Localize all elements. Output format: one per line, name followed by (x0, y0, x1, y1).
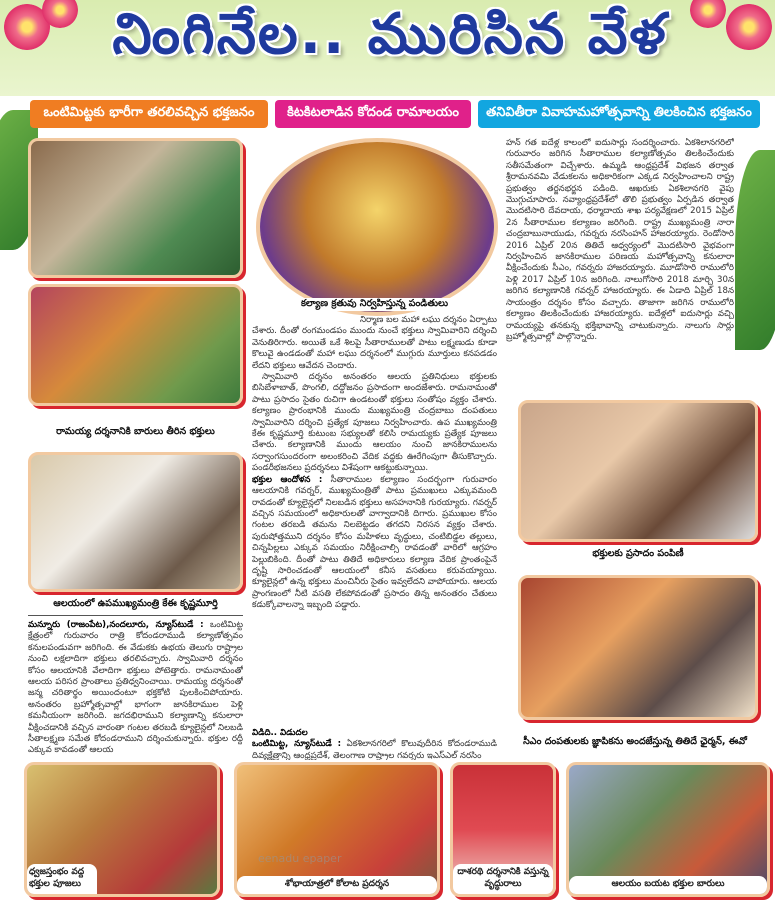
page-headline: నింగినేల.. మురిసిన వేళ (112, 2, 668, 67)
caption-elderly: దాశరథి దర్శనానికి వస్తున్న వృద్ధురాలు (453, 864, 553, 894)
photo-deputy-cm (28, 452, 243, 592)
photo-dhwajasthambham (24, 762, 220, 897)
photo-kolatam (234, 762, 440, 897)
banner-temple-crowded: కిటకిటలాడిన కోదండ రామాలయం (275, 100, 471, 128)
subheading-protest: భక్తుల ఆందోళన : (252, 474, 323, 485)
article-dateline: మన్నూరు (రాజంపేట),నందలూరు, న్యూస్‌టుడే : (28, 620, 204, 630)
subheading-stay: విడిది.. విడుదల (252, 728, 308, 738)
caption-dhwajasthambham: ధ్వజస్తంభం వద్ద భక్తుల పూజలు (27, 864, 97, 894)
article-intro: నిర్మాణ బల మహా లఘు దర్శనం ఏర్పాటు (360, 315, 497, 325)
banana-leaf-decoration-icon (735, 150, 775, 350)
left-article-block (28, 598, 243, 760)
photo-elderly-devotee (450, 762, 556, 897)
middle-article-block (252, 298, 497, 724)
caption-prasadam: భక్తులకు ప్రసాదం పంపిణీ (592, 548, 684, 559)
flower-decoration-icon (726, 4, 772, 50)
watermark: eenadu epaper (258, 852, 342, 865)
photo-kalyanam-frame (256, 138, 498, 316)
caption-kalyanam: కల్యాణ క్రతువు నిర్వహిస్తున్న పండితులు (264, 298, 485, 311)
middle-article (252, 315, 497, 612)
right-article: హన్ గత ఐదేళ్ల కాలంలో ఐదుసార్లు సందర్శించారు. ఏకశిలానగరిలో గురువారం జరిగిన సీతారాముల కల్యాణోత్సవం తిలకించేందుకు సతీసమేతంగా విచ్చేశారు. ఉమ్మడి ఆంధ్రప్రదేశ్ విభజన తర్వాత శ్రీరామనవమి వేడుకలను అధికారికంగా ఎక్కడ నిర్వహించాలని రాష్ట్ర ప్రభుత్వం తర్జనభర్జన పడింది. ఆఖరుకు ఏకశిలానగరి వైపు మొగ్గుచూపారు. నవ్యాంధ్రప్రదేశ్‌లో తొలి ప్రభుత్వం ఏర్పడిన తర్వాత మొదటిసారి దేవదాయ, ధర్మాదాయ శాఖ పర్యవేక్షణలో 2015 ఏప్రిల్ 2న సీతారాముల కల్యాణం జరిగింది. రాష్ట్ర ముఖ్యమంత్రి నారా చంద్రబాబునాయుడు, గవర్నరు నరసింహన్ హాజరయ్యారు. రెండోసారి 2016 ఏప్రిల్ 20న తితిదే ఆధ్వర్యంలో మొదటిసారి వైభవంగా నిర్వహించిన జానకిరాముల పరిణయ మహోత్సవాన్ని కనులారా వీక్షించేందుకు సీఎం, గవర్నరు హాజరయ్యారు. మూడోసారి రాములోరి పెళ్లి 2017 ఏప్రిల్ 10న జరిగింది. నాలుగోసారి 2018 మార్చి 30న జరిగిన కల్యాణానికి గవర్నర్ హాజరయ్యారు. ఈ ఏడాది ఏప్రిల్ 18న సాయంత్రం దర్శనం కోసం వచ్చారు. తాజాగా జరిగిన రాములోరి కల్యాణం తిలకించేందుకు హాజరయ్యారు. ఐదేళ్లలో ఐదుసార్లు వచ్చి రామయ్యపై తనకున్న భక్తిభావాన్ని చాటుకున్నారు. నాలుగు సార్లు బ్రహ్మోత్సవాల్లో పాల్గొన్నారు. (506, 138, 734, 342)
article-text: ఒంటిమిట్ట క్షేత్రంలో గురువారం రాత్రి కోదండరాముడి కల్యాణోత్సవం కనులపండువగా జరిగింది. ఈ వేడుకకు ఉభయ తెలుగు రాష్ట్రాల నుంచి లక్షలాదిగా భక్తులు తరలివచ్చారు. స్వామివారి దర్శనం కోసం ఆలయానికి వేలాదిగా భక్తులు పోటెత్తారు. రామనామంతో ఆలయ పరిసర ప్రాంతాలు ప్రతిధ్వనించాయి. రామయ్య దర్శనంతో జన్మ చరితార్థం అయిందంటూ భక్తకోటి పులకించిపోయారు. అనంతరం బ్రహ్మోత్సవాల్లో భాగంగా జానకిరాముల పెళ్లి కమనీయంగా జరిగింది. జగదభిరాముని కల్యాణాన్ని కనులారా వీక్షించడానికి వచ్చిన వారంతా గంటల తరబడి క్యూలైన్లలో నిలబడి సీతాలక్ష్మణ సమేత కోదండరాముని దర్శించుకున్నారు. భక్తుల రద్దీ ఎక్కువ కావడంతో ఆలయ (28, 620, 243, 756)
photo-prasadam (518, 400, 758, 542)
article-paragraph: సీతారాముల కల్యాణం సందర్భంగా గురువారం ఆలయానికి గవర్నర్, ముఖ్యమంత్రితో పాటు ప్రముఖులు ఎక్కువమంది రావడంతో క్యూలైన్లలో నిలబడిన భక్తులు అసహనానికి గురయ్యారు. గవర్నర్ వచ్చిన సమయంలో అధికారులతో వాగ్వాదానికి దిగారు. ప్రముఖుల కోసం గంటల తరబడి తమను నిలబెట్టడం తగదని నిరసన వ్యక్తం చేశారు. పురుషోత్తముని దర్శనం కోసం మహిళలు వృద్ధులు, చంటిబిడ్డల తల్లులు, చిన్నపిల్లలు ఎక్కువ సమయం నిరీక్షించాల్సి రావడంతో వారిలో ఆగ్రహం పెల్లుబికింది. దీంతో పాటు తితిదే అధికారులు కల్యాణ వేదిక ప్రాంతంపైనే దృష్టి సారించడంతో ఆలయంలో కనీస వసతులు కరువయ్యాయి. క్యూలైన్లలో ఉన్న భక్తులు మంచినీరు సైతం ఇవ్వలేదని వాపోయారు. ఆలయ ప్రాంగణంలో నీటి వసతి లేకపోవడంతో ప్రసాదం తిన్న అనంతరం చేతులు కడుక్కోవాలన్నా ఇబ్బంది పడ్డారు. (252, 474, 497, 611)
article-paragraph: ఏకశిలానగరిలో కొలువుదీరిన కోదండరాముడి దివ్యక్షేత్రాన్ని ఆంధ్రప్రదేశ్, తెలంగాణ రాష్ట్రాల గవర్నరు ఇఎస్ఎల్ నరసిం (252, 739, 497, 760)
photo-devotee-queue-1 (28, 138, 243, 278)
banner-devotees-arrive: ఒంటిమిట్టకు భారీగా తరలివచ్చిన భక్తజనం (30, 100, 268, 128)
caption-kolatam: శోభాయాత్రలో కోలాట ప్రదర్శన (237, 876, 437, 894)
left-article (28, 620, 243, 757)
photo-kalyanam (260, 142, 494, 312)
photo-cm-memento (518, 575, 758, 720)
divider (28, 615, 243, 616)
article-paragraph: చేశారు. దీంతో రంగమండపం ముందు నుంచే భక్తులు స్వామివారిని దర్శించి వెనుతిరిగారు. అయితే ఒకే శిలపై సీతారాములతో పాటు లక్ష్మణుడు కూడా కొలువై ఉండడంతో మహా లఘు దర్శనంలో ముగ్గురు మూర్తులు కనపడడం లేదని భక్తులు ఆవేదన చెందారు. (252, 326, 497, 371)
article-paragraph: స్వామివారి దర్శనం అనంతరం ఆలయ ప్రతినిధులు భక్తులకు బిసిబేళాబాత్, పొంగలి, దద్దోజనం ప్రసాదంగా అందజేశారు. రామనామంతో పాటు ప్రసాదం సైతం రుచిగా ఉండటంతో భక్తులు సంతోషం వ్యక్తం చేశారు. కల్యాణం ప్రారంభానికి ముందు ముఖ్యమంత్రి చంద్రబాబు దంపతులు స్వామివారిని దర్శించి ప్రత్యేక పూజలు నిర్వహించారు. ఉప ముఖ్యమంత్రి కేఈ కృష్ణమూర్తి కుటుంబ సభ్యులతో కలిసి రామయ్యకు ప్రత్యేక పూజలు చేశారు. కల్యాణానికి ముందు ఆలయం నుంచి జానకిరాములను సర్వాంగసుందరంగా అలంకరించి వేదిక వద్దకు ఊరేగింపుగా తీసుకొచ్చారు. పండరీభజనలు ప్రదర్శనలు విశేషంగా ఆకట్టుకున్నాయి. (252, 372, 497, 474)
photo-outside-queue (566, 762, 770, 897)
caption-deputy-cm: ఆలయంలో ఉపముఖ్యమంత్రి కేఈ కృష్ణమూర్తి (53, 598, 218, 609)
caption-outside-queue: ఆలయం బయట భక్తుల బారులు (569, 876, 767, 894)
caption-queue: రామయ్య దర్శనానికి బారులు తీరిన భక్తులు (56, 426, 215, 437)
banner-wedding-watched: తనివితీరా వివాహమహోత్సవాన్ని తిలకించిన భక్తజనం (478, 100, 760, 128)
middle-article-continued (252, 728, 497, 760)
article-dateline: ఒంటిమిట్ట, న్యూస్‌టుడే : (252, 739, 342, 750)
caption-cm-memento: సీఎం దంపతులకు జ్ఞాపికను అందజేస్తున్న తితిదే ఛైర్మన్, ఈవో (523, 736, 747, 747)
photo-devotee-queue-2 (28, 284, 243, 406)
